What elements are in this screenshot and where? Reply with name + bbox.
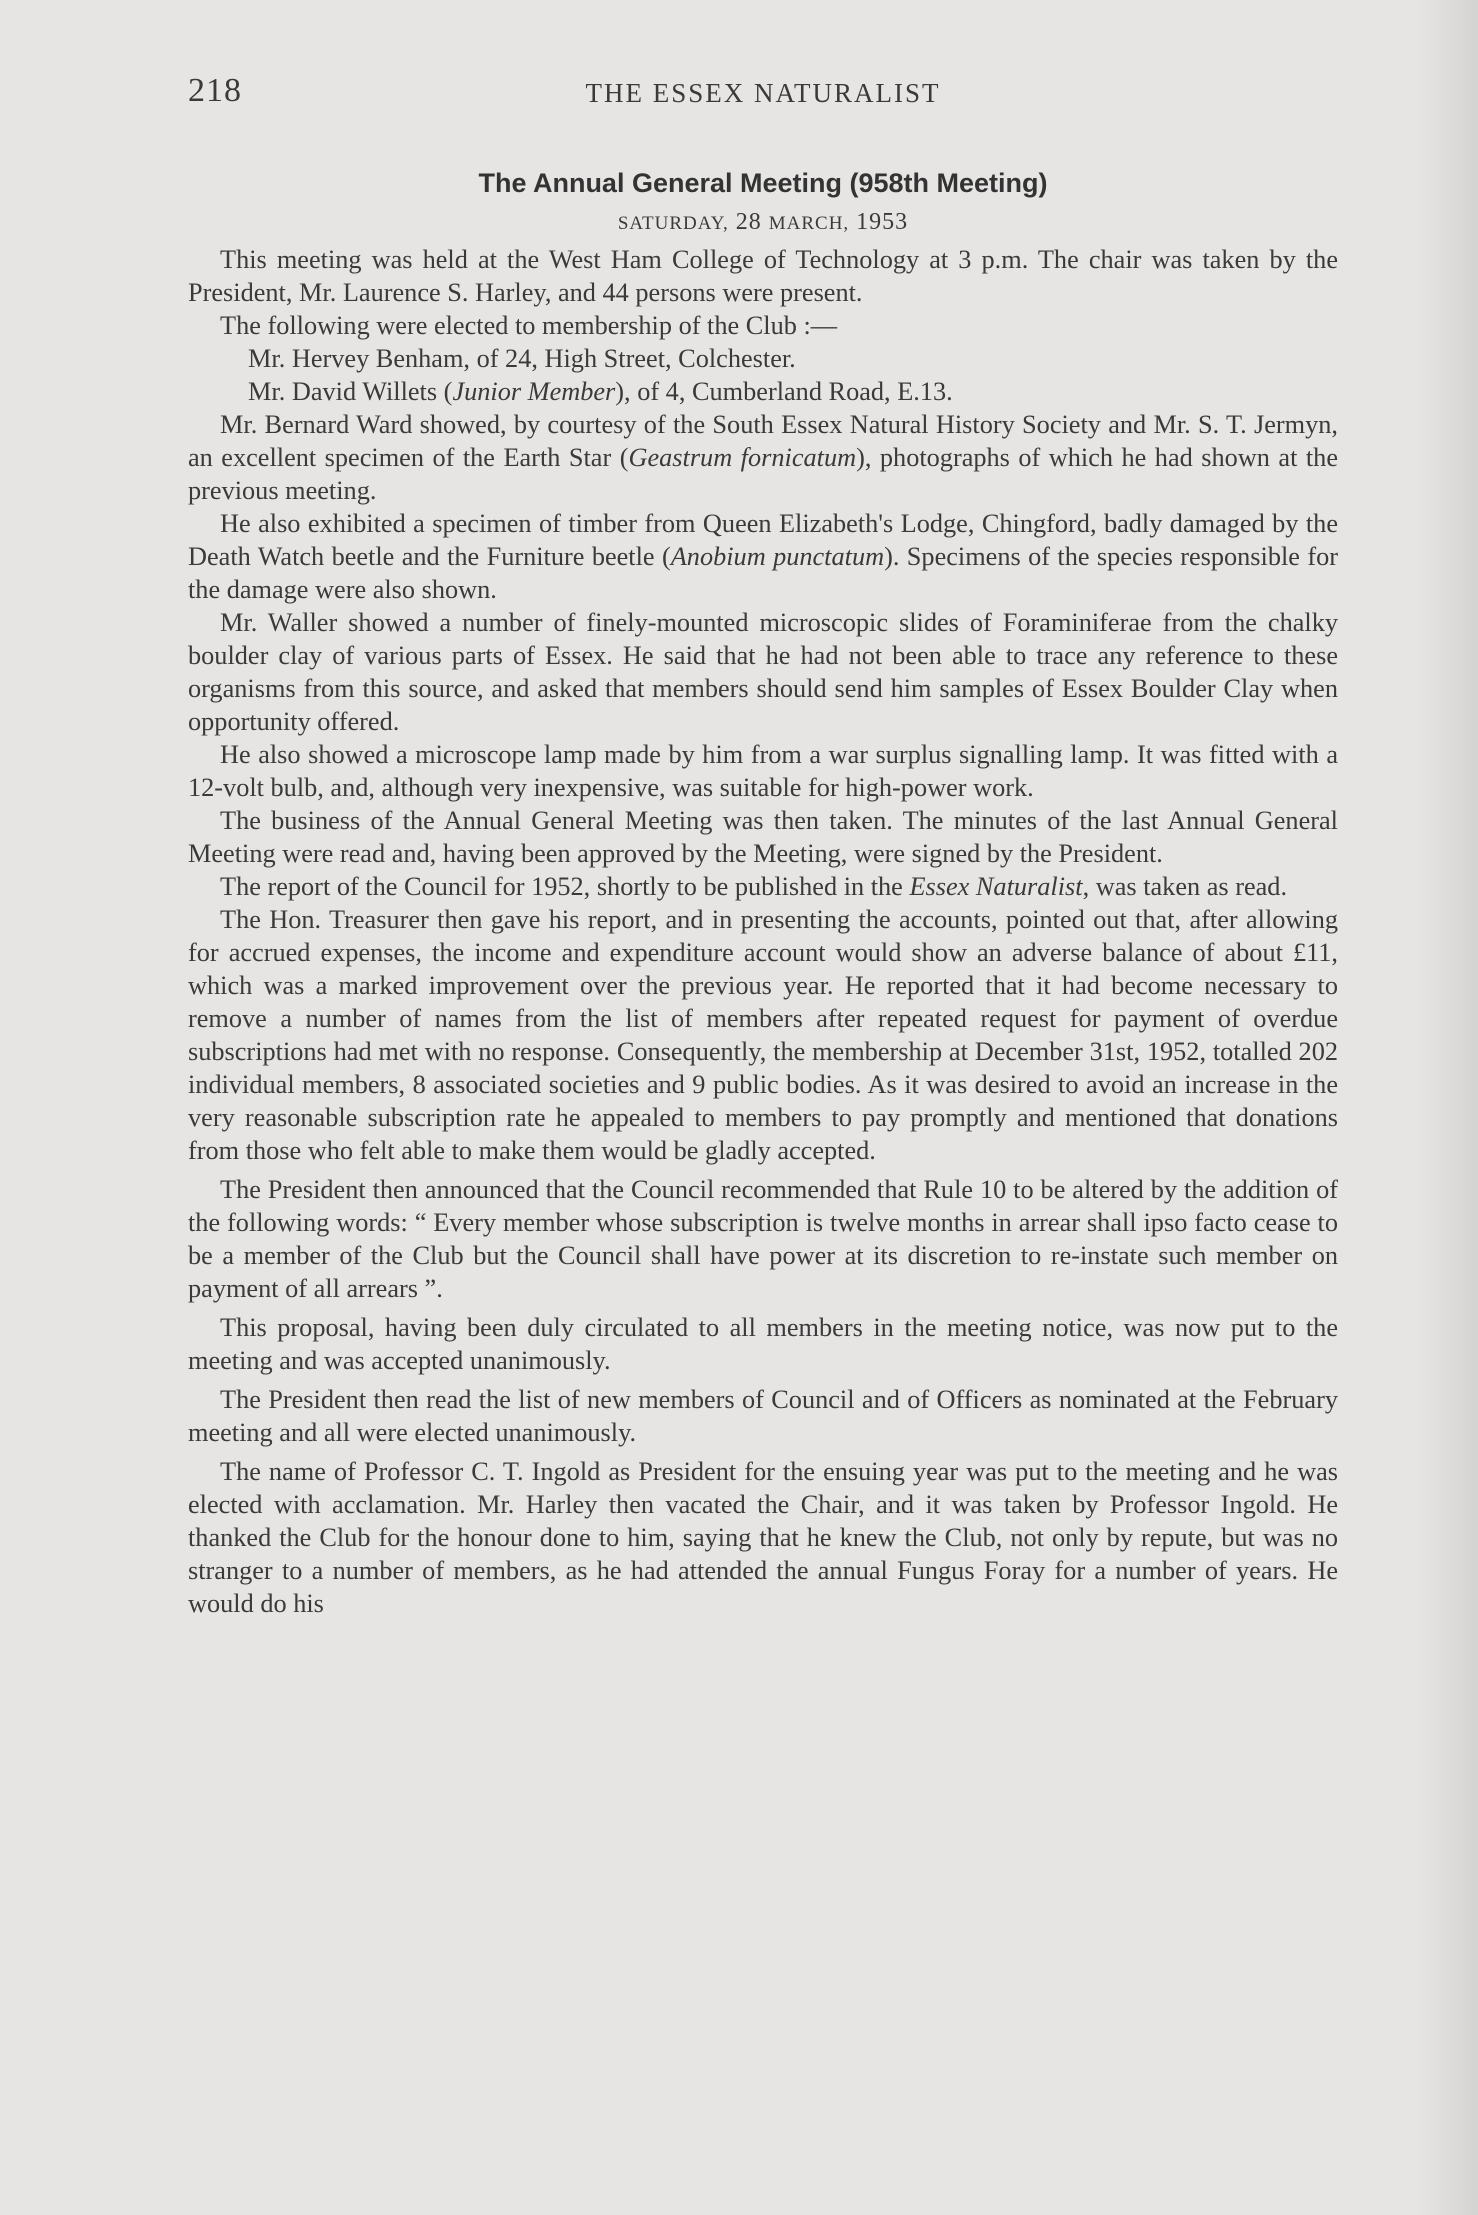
p3-text-b: ), photographs of which he had shown at the previous meeting.: [188, 443, 1338, 505]
p8-italic: Essex Naturalist: [909, 872, 1083, 901]
paragraph-officers-elected: The President then read the list of new members of Council and of Officers as nominated at the February meeting and all were elected unanimously.: [188, 1385, 1338, 1447]
article-body: [188, 165, 1338, 1620]
p3-italic: Geastrum fornicatum: [628, 443, 857, 472]
p3-text-a: Mr. Bernard Ward showed, by courtesy of the South Essex Natural History Society and Mr. S. T. Jermyn, an excellent specimen of the Earth Star (: [188, 410, 1338, 472]
paragraph-foraminiferae: Mr. Waller showed a number of finely-mounted microscopic slides of Foraminiferae from the chalky boulder clay of various parts of Essex. He said that he had not been able to trace any reference to these organisms from this source, and asked that members should send him samples of Essex Boulder Clay when opportunity offered.: [188, 608, 1338, 736]
paragraph-elections: The following were elected to membership of the Club :—: [220, 311, 838, 340]
date-day: SATURDAY,: [617, 213, 729, 234]
paragraph-council-report: [188, 870, 1338, 903]
article-title: The Annual General Meeting (958th Meeting): [478, 168, 1048, 198]
date-month: MARCH,: [768, 213, 850, 234]
new-member-willets: [188, 375, 1338, 408]
paragraph-earth-star: [188, 408, 1338, 507]
date-year: 1953: [856, 209, 909, 235]
member2-italic: Junior Member: [452, 377, 616, 406]
p4-italic: Anobium punctatum: [670, 542, 885, 571]
running-header: [188, 72, 1338, 122]
paragraph-rule-amendment: The President then announced that the Council recommended that Rule 10 to be altered by the addition of the following words: “ Every member whose subscription is twelve months in arrear shall ipso facto cease to be a member of the Club but the Council shall have power at its discretion to re-instate such member on payment of all arrears ”.: [188, 1175, 1338, 1303]
paragraph-treasurer-report: The Hon. Treasurer then gave his report, and in presenting the accounts, pointed out that, after allowing for accrued expenses, the income and expenditure account would show an adverse balance of about £11, which was a marked improvement over the previous year. He reported that it had become necessary to remove a number of names from the list of members after repeated request for payment of overdue subscriptions had met with no response. Consequently, the membership at December 31st, 1952, totalled 202 individual members, 8 associated societies and 9 public bodies. As it was desired to avoid an increase in the very reasonable subscription rate he appealed to members to pay promptly and mentioned that donations from those who felt able to make them would be gladly accepted.: [188, 905, 1338, 1165]
member2-text-a: Mr. David Willets (: [248, 377, 453, 406]
p8-text-b: , was taken as read.: [1082, 872, 1288, 901]
paragraph-microscope-lamp: He also showed a microscope lamp made by him from a war surplus signalling lamp. It was fitted with a 12-volt bulb, and, although very inexpensive, was suitable for high-power work.: [188, 740, 1338, 802]
new-member-benham: Mr. Hervey Benham, of 24, High Street, Colchester.: [248, 344, 796, 373]
meeting-date: [188, 203, 1338, 243]
paragraph-meeting-details: This meeting was held at the West Ham College of Technology at 3 p.m. The chair was taken by the President, Mr. Laurence S. Harley, and 44 persons were present.: [188, 245, 1338, 307]
paragraph-agm-business: The business of the Annual General Meeting was then taken. The minutes of the last Annual General Meeting were read and, having been approved by the Meeting, were signed by the President.: [188, 806, 1338, 868]
page-number: 218: [188, 72, 242, 109]
member2-text-b: ), of 4, Cumberland Road, E.13.: [615, 377, 953, 406]
paragraph-proposal-accepted: This proposal, having been duly circulated to all members in the meeting notice, was now put to the meeting and was accepted unanimously.: [188, 1313, 1338, 1375]
p8-text-a: The report of the Council for 1952, shortly to be published in the: [220, 872, 910, 901]
binding-shadow: [1418, 0, 1478, 2215]
paragraph-new-president: The name of Professor C. T. Ingold as President for the ensuing year was put to the meeting and he was elected with acclamation. Mr. Harley then vacated the Chair, and it was taken by Professor Ingold. He thanked the Club for the honour done to him, saying that he knew the Club, not only by repute, but was no stranger to a number of members, as he had attended the annual Fungus Foray for a number of years. He would do his: [188, 1457, 1338, 1618]
p4-text-a: He also exhibited a specimen of timber from Queen Elizabeth's Lodge, Chingford, badly damaged by the Death Watch beetle and the Furniture beetle (: [188, 509, 1338, 571]
p4-text-b: ). Specimens of the species responsible for the damage were also shown.: [188, 542, 1339, 604]
paragraph-timber: [188, 507, 1338, 606]
date-day-number: 28: [735, 209, 762, 235]
running-title: THE ESSEX NATURALIST: [585, 78, 941, 108]
